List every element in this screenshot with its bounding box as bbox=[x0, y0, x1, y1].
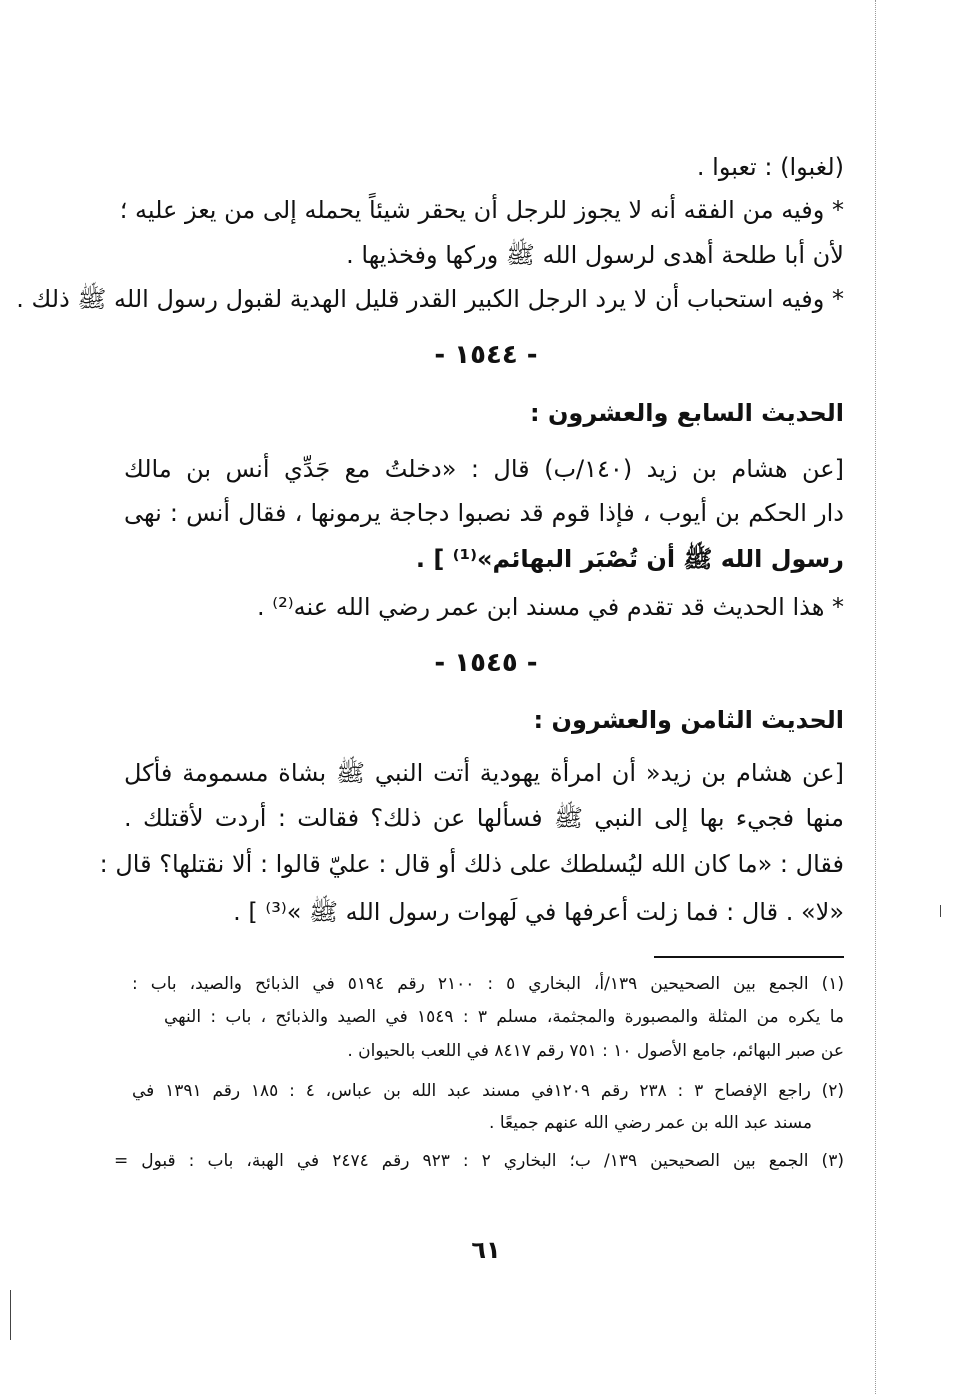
footnote-2-cont: مسند عبد الله بن عمر رضي الله عنهم جميعًا . bbox=[489, 1113, 812, 1133]
hadith-text-line: رسول الله ﷺ أن تُصْبَر البهائم»⁽¹⁾ ] . bbox=[415, 545, 844, 573]
hadith-number-1544: - ١٥٤٤ - bbox=[434, 340, 538, 370]
hadith-text-line: منها فجيء بها إلى النبي ﷺ فسألها عن ذلك؟ فقالت : أردت لأقتلك . bbox=[124, 804, 844, 832]
section-heading-27: الحديث السابع والعشرون : bbox=[529, 399, 844, 427]
scan-fold-line bbox=[875, 0, 876, 1394]
hadith-comment-line: * هذا الحديث قد تقدم في مسند ابن عمر رضي الله عنه⁽²⁾ . bbox=[256, 593, 844, 621]
page-number: ٦١ bbox=[471, 1236, 501, 1264]
footnote-1-cont: ما يكره من المثلة والمصبورة والمجثمة، مسلم ٣ : ١٥٤٩ في الصيد والذبائح ، باب : النهي bbox=[164, 1007, 844, 1027]
footnote-2: (٢) راجع الإفصاح ٣ : ٢٣٨ رقم ١٢٠٩في مسند عبد الله بن عباس، ٤ : ١٨٥ رقم ١٣٩١ في bbox=[132, 1081, 845, 1101]
section-heading-28: الحديث الثامن والعشرون : bbox=[533, 706, 844, 734]
hadith-number-1545: - ١٥٤٥ - bbox=[434, 648, 538, 678]
scan-edge-mark bbox=[10, 1290, 11, 1340]
hadith-text-line: [عن هشام بن زيد (١٤٠/ب) قال : «دخلتُ مع جَدِّي أنس بن مالك bbox=[124, 455, 844, 483]
footnote-1-cont: عن صبر البهائم، جامع الأصول ١٠ : ٧٥١ رقم ٨٤١٧ في اللعب بالحيوان . bbox=[347, 1041, 844, 1061]
footnote-1: (١) الجمع بين الصحيحين ١٣٩/أ، البخاري ٥ : ٢١٠٠ رقم ٥١٩٤ في الذبائح والصيد، باب : bbox=[132, 974, 844, 994]
text-line-lughbu: (لغبوا) : تعبوا . bbox=[696, 153, 844, 181]
text-line-fiqh: * وفيه من الفقه أنه لا يجوز للرجل أن يحقر شيئاً يحمله إلى من يعز عليه ؛ bbox=[119, 196, 844, 224]
hadith-text-line: دار الحكم بن أيوب ، فإذا قوم قد نصبوا دجاجة يرمونها ، فقال أنس : نهى bbox=[124, 499, 844, 527]
text-line-abu-talha: لأن أبا طلحة أهدى لرسول الله ﷺ وركها وفخذيها . bbox=[346, 241, 844, 269]
footnote-3: (٣) الجمع بين الصحيحين ١٣٩/ ب؛ البخاري ٢ : ٩٢٣ رقم ٢٤٧٤ في الهبة، باب : قبول = bbox=[114, 1151, 844, 1171]
text-line-istihbab: * وفيه استحباب أن لا يرد الرجل الكبير القدر قليل الهدية لقبول رسول الله ﷺ ذلك . bbox=[16, 285, 844, 313]
footnote-divider bbox=[654, 956, 844, 958]
hadith-text-line: [عن هشام بن زيد« أن امرأة يهودية أتت النبي ﷺ بشاة مسمومة فأكل bbox=[124, 759, 844, 787]
hadith-text-line: فقال : «ما كان الله ليُسلطك على ذلك أو قال : عليّ قالوا : ألا نقتلها؟ قال : bbox=[99, 850, 844, 878]
hadith-text-line: «لا» . قال : فما زلت أعرفها في لَهوات رسول الله ﷺ »⁽³⁾ ] . bbox=[233, 898, 844, 926]
scan-edge-mark bbox=[940, 905, 941, 917]
